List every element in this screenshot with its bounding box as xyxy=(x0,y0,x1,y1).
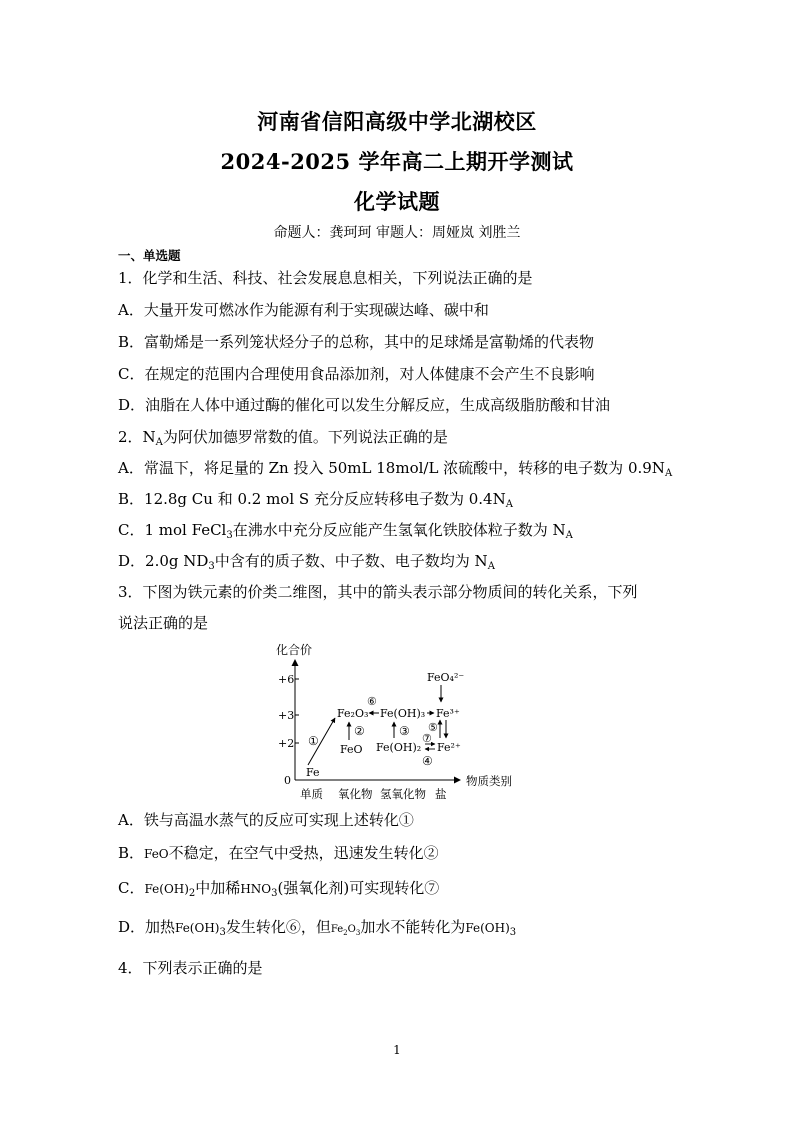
q2-c-text1: C．1 mol FeCl xyxy=(118,521,227,539)
q1-option-d: D．油脂在人体中通过酶的催化可以发生分解反应，生成高级脂肪酸和甘油 xyxy=(118,396,611,414)
q1-option-c: C．在规定的范围内合理使用食品添加剂，对人体健康不会产生不良影响 xyxy=(118,365,595,383)
q2-option-b xyxy=(118,489,513,509)
q2-option-c xyxy=(118,520,573,540)
q2-option-a xyxy=(118,458,672,478)
q2-d-sub-a: A xyxy=(487,561,495,572)
q1-option-a: A．大量开发可燃冰作为能源有利于实现碳达峰、碳中和 xyxy=(118,301,489,319)
node-fe2: Fe²⁺ xyxy=(437,741,461,754)
q2-d-text2: 中含有的质子数、中子数、电子数均为 N xyxy=(214,552,488,570)
section-heading: 一、单选题 xyxy=(118,248,181,263)
q3-c-text: 中加稀 xyxy=(195,879,241,897)
q3-c-text3: (强氧化剂)可实现转化⑦ xyxy=(277,879,440,897)
q3-c-label: C． xyxy=(118,879,145,897)
q2-b-sub: A xyxy=(505,499,513,510)
q3-stem-line2: 说法正确的是 xyxy=(118,614,209,632)
exam-title: 2024-2025 学年高二上期开学测试 xyxy=(220,149,574,174)
x-cat-oxide: 氧化物 xyxy=(338,787,373,801)
y-tick-plus3: +3 xyxy=(278,709,295,722)
q3-b-label: B． xyxy=(118,844,145,862)
x-axis-label: 物质类别 xyxy=(466,774,512,788)
q3-d-sub3: 3 xyxy=(219,927,226,938)
node-fe2o3: Fe₂O₃ xyxy=(337,707,369,720)
y-axis-label: 化合价 xyxy=(276,643,313,657)
arrow-label-5: ⑤ xyxy=(428,721,438,734)
q2-stem-sub: A xyxy=(155,437,163,448)
q3-d-label: D．加热 xyxy=(118,918,176,936)
q3-d-fe: Fe xyxy=(330,924,344,935)
q3-c-feoh: Fe(OH) xyxy=(144,882,189,896)
q2-stem-rest: 为阿伏加德罗常数的值。下列说法正确的是 xyxy=(162,428,448,446)
node-feoh3: Fe(OH)₃ xyxy=(380,707,426,720)
q3-d-feoh3: Fe(OH) xyxy=(175,921,220,935)
node-feo: FeO xyxy=(340,743,363,756)
x-cat-element: 单质 xyxy=(300,787,323,801)
q2-a-text: A．常温下，将足量的 Zn 投入 50mL 18mol/L 浓硫酸中，转移的电子数为 0.9N xyxy=(118,459,665,477)
node-feoh2: Fe(OH)₂ xyxy=(376,741,422,754)
q1-stem: 1．化学和生活、科技、社会发展息息相关，下列说法正确的是 xyxy=(118,269,533,287)
y-tick-zero: 0 xyxy=(284,774,291,787)
node-feo4: FeO₄²⁻ xyxy=(427,671,465,684)
q3-b-feo: FeO xyxy=(144,847,169,861)
q2-d-sub: 3 xyxy=(208,561,215,572)
q2-d-text1: D．2.0g ND xyxy=(118,552,209,570)
q3-b-text: 不稳定，在空气中受热，迅速发生转化② xyxy=(168,844,439,862)
q2-stem xyxy=(118,427,448,447)
y-tick-plus2: +2 xyxy=(278,737,295,750)
arrow-label-2: ② xyxy=(354,724,365,738)
q3-d-sub3b: 3 xyxy=(509,927,517,938)
q3-d-fe-sub: 2 xyxy=(343,929,348,937)
q2-c-sub: 3 xyxy=(226,530,233,541)
x-cat-hydroxide: 氢氧化物 xyxy=(380,787,426,801)
q3-d-feoh3b: Fe(OH) xyxy=(465,921,510,935)
page-number: 1 xyxy=(393,1043,401,1057)
q2-b-text: B．12.8g Cu 和 0.2 mol S 充分反应转移电子数为 0.4N xyxy=(118,490,506,508)
q3-option-d xyxy=(118,917,516,940)
q2-c-text2: 在沸水中充分反应能产生氢氧化铁胶体粒子数为 N xyxy=(232,521,566,539)
authors-line: 命题人：龚珂珂 审题人：周娅岚 刘胜兰 xyxy=(273,225,521,241)
q3-option-b xyxy=(118,843,439,864)
q3-stem-line1: 3．下图为铁元素的价类二维图，其中的箭头表示部分物质间的转化关系，下列 xyxy=(118,583,638,601)
q2-c-sub-a: A xyxy=(565,530,573,541)
y-tick-plus6: +6 xyxy=(278,673,295,686)
arrow-label-4: ④ xyxy=(422,754,433,768)
arrow-label-6: ⑥ xyxy=(367,695,377,708)
q2-option-d xyxy=(118,551,495,571)
arrow-label-7: ⑦ xyxy=(422,732,432,745)
q2-stem-n: 2．N xyxy=(118,428,156,446)
q3-d-text3: 加水不能转化为 xyxy=(360,918,466,936)
school-title: 河南省信阳高级中学北湖校区 xyxy=(257,109,537,134)
q1-option-b: B．富勒烯是一系列笼状烃分子的总称，其中的足球烯是富勒烯的代表物 xyxy=(118,333,595,351)
q2-a-sub: A xyxy=(664,468,673,479)
q3-c-sub3: 3 xyxy=(271,888,278,899)
node-fe: Fe xyxy=(306,766,320,779)
q3-c-hno: HNO xyxy=(240,882,272,896)
iron-valence-class-diagram xyxy=(270,638,530,806)
q3-d-o-sub: 3 xyxy=(355,929,361,937)
q3-option-c xyxy=(118,878,439,899)
q3-c-sub: 2 xyxy=(188,888,196,899)
arrow-label-3: ③ xyxy=(399,724,410,738)
q3-option-a: A．铁与高温水蒸气的反应可实现上述转化① xyxy=(118,811,414,829)
arrow-label-1: ① xyxy=(308,734,319,748)
q3-d-o: O xyxy=(347,924,356,935)
q3-d-text2: 发生转化⑥，但 xyxy=(225,918,331,936)
q4-stem: 4．下列表示正确的是 xyxy=(118,959,263,977)
node-fe3: Fe³⁺ xyxy=(436,707,460,720)
subject-title: 化学试题 xyxy=(354,189,440,214)
x-cat-salt: 盐 xyxy=(435,787,447,801)
